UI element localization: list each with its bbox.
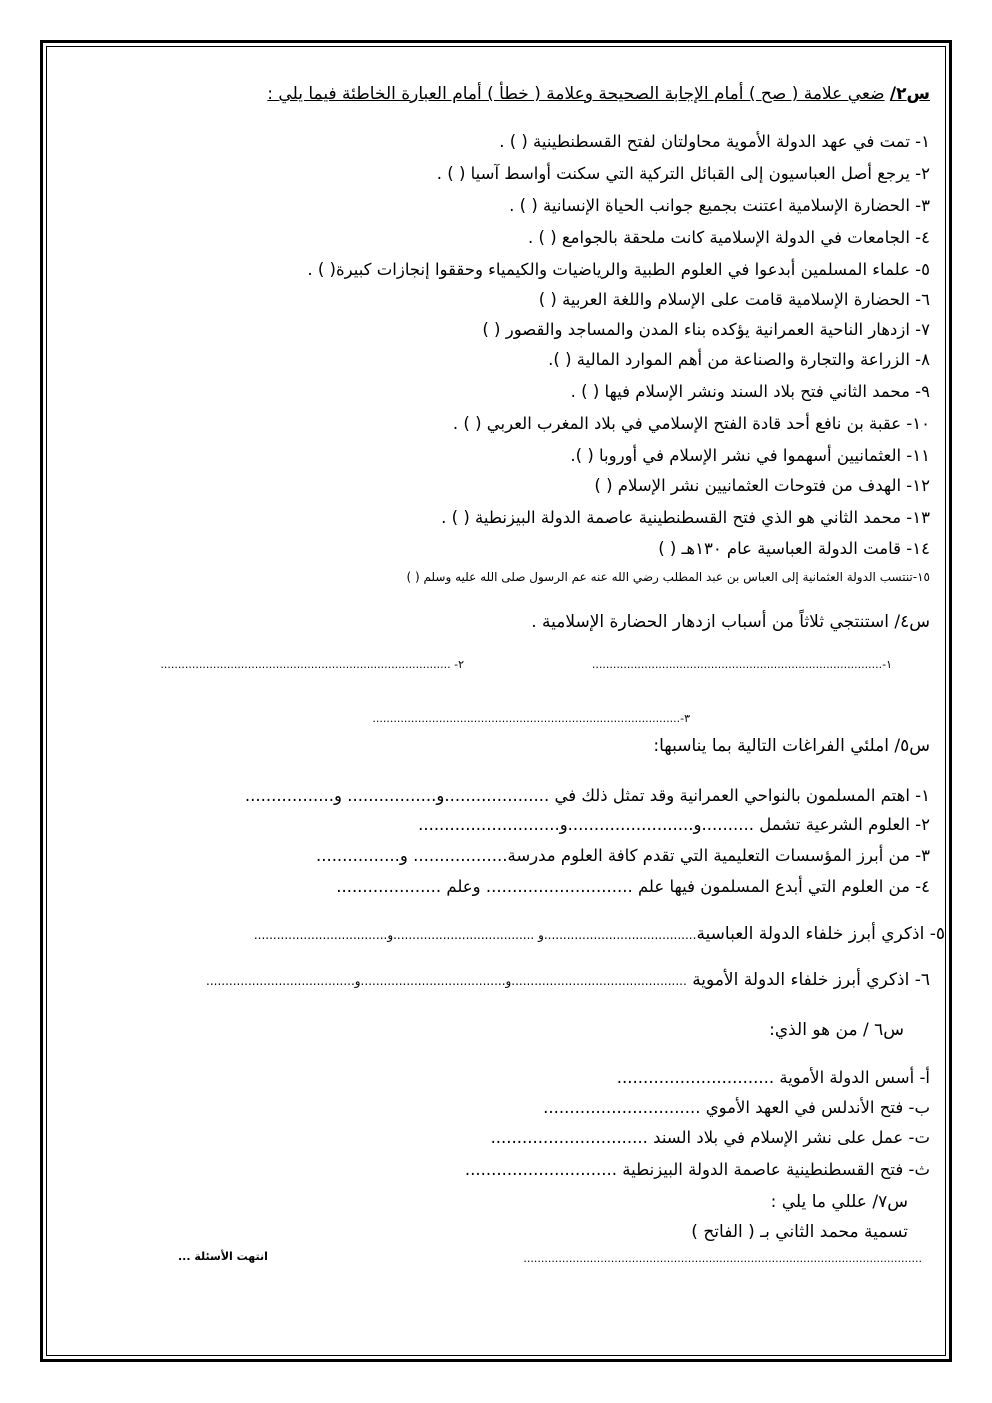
q4-heading: س٤/ استنتجي ثلاثاً من أسباب ازدهار الحضارة الإسلامية .	[531, 612, 930, 632]
q7-answer-line[interactable]: ..................................................................................................................	[523, 1252, 922, 1265]
q2-item-5: ٥- علماء المسلمين أبدعوا في العلوم الطبية والرياضيات والكيمياء وحققوا إنجازات كبيرة( ) .	[307, 260, 930, 279]
q4-answer-1[interactable]: ١-...................................................................................	[591, 658, 892, 671]
q2-item-11: ١١- العثمانيين أسهموا في نشر الإسلام في أوروبا ( ).	[570, 446, 930, 465]
q5-item-6	[206, 970, 930, 990]
q5-heading: س٥/ املئي الفراغات التالية بما يناسبها:	[653, 736, 930, 756]
q5-item-2: ٢- العلوم الشرعية تشمل ..........و........................و...........................	[418, 815, 930, 834]
q2-label: س٢/	[889, 84, 930, 104]
q7-item: تسمية محمد الثاني بـ ( الفاتح )	[691, 1222, 908, 1242]
q5-item-5	[254, 924, 945, 944]
q5-item-5-text: ٥- اذكري أبرز خلفاء الدولة العباسية	[696, 924, 945, 944]
q5-item-6-blank[interactable]: ..............................................و......................................و.......................................	[206, 974, 687, 988]
q2-instruction: ضعي علامة ( صح ) أمام الإجابة الصحيحة وعلامة ( خطأ ) أمام العبارة الخاطئة فيما يلي :	[267, 84, 885, 104]
q7-heading: س٧/ عللي ما يلي :	[770, 1192, 908, 1212]
q2-item-13: ١٣- محمد الثاني هو الذي فتح القسطنطينية عاصمة الدولة البيزنطية ( ) .	[441, 508, 930, 527]
q2-item-1: ١- تمت في عهد الدولة الأموية محاولتان لفتح القسطنطينية ( ) .	[499, 132, 930, 151]
q2-heading	[267, 84, 930, 104]
q5-item-1: ١- اهتم المسلمون بالنواحي العمرانية وقد تمثل ذلك في ....................و................. و.................	[244, 786, 930, 805]
q2-item-15: ١٥-تنتسب الدولة العثمانية إلى العباس بن عبد المطلب رضي الله عنه عم الرسول صلى الله عليه وسلم ( )	[406, 570, 930, 584]
q2-item-3: ٣- الحضارة الإسلامية اعتنت بجميع جوانب الحياة الإنسانية ( ) .	[509, 196, 930, 215]
q5-item-3: ٣- من أبرز المؤسسات التعليمية التي تقدم كافة العلوم مدرسة.................. و................	[315, 846, 930, 865]
q6-item-b: ب- فتح الأندلس في العهد الأموي ..............................	[543, 1098, 930, 1117]
end-of-questions: انتهت الأسئلة ...	[178, 1250, 268, 1263]
q2-item-12: ١٢- الهدف من فتوحات العثمانيين نشر الإسلام ( )	[594, 476, 930, 495]
q2-item-10: ١٠- عقبة بن نافع أحد قادة الفتح الإسلامي في بلاد المغرب العربي ( ) .	[452, 414, 930, 433]
q2-item-2: ٢- يرجع أصل العباسيون إلى القبائل التركية التي سكنت أواسط آسيا ( ) .	[436, 164, 930, 183]
q2-item-6: ٦- الحضارة الإسلامية قامت على الإسلام واللغة العربية ( )	[538, 290, 930, 309]
q5-item-6-text: ٦- اذكري أبرز خلفاء الدولة الأموية	[692, 970, 930, 990]
q6-item-t: ت- عمل على نشر الإسلام في بلاد السند ..............................	[490, 1128, 930, 1147]
q2-item-14: ١٤- قامت الدولة العباسية عام ١٣٠هـ ( )	[658, 539, 930, 558]
q5-item-5-blank[interactable]: ........................................و .....................................و...................................	[253, 928, 697, 942]
q4-answer-2[interactable]: ٢- ...................................................................................	[160, 658, 464, 671]
q5-item-4: ٤- من العلوم التي أبدع المسلمون فيها علم ............................ وعلم ....................	[336, 877, 930, 896]
q6-heading: س٦ / من هو الذي:	[769, 1020, 904, 1040]
q2-item-9: ٩- محمد الثاني فتح بلاد السند ونشر الإسلام فيها ( ) .	[570, 382, 930, 401]
q4-answer-3[interactable]: ٣-........................................................................................	[372, 712, 690, 725]
q6-item-th: ث- فتح القسطنطينية عاصمة الدولة البيزنطية .............................	[464, 1160, 930, 1179]
q6-item-a: أ- أسس الدولة الأموية ..............................	[616, 1068, 930, 1087]
q2-item-8: ٨- الزراعة والتجارة والصناعة من أهم الموارد المالية ( ).	[548, 350, 930, 369]
q2-item-7: ٧- ازدهار الناحية العمرانية يؤكده بناء المدن والمساجد والقصور ( )	[482, 320, 930, 339]
q2-item-4: ٤- الجامعات في الدولة الإسلامية كانت ملحقة بالجوامع ( ) .	[528, 228, 930, 247]
